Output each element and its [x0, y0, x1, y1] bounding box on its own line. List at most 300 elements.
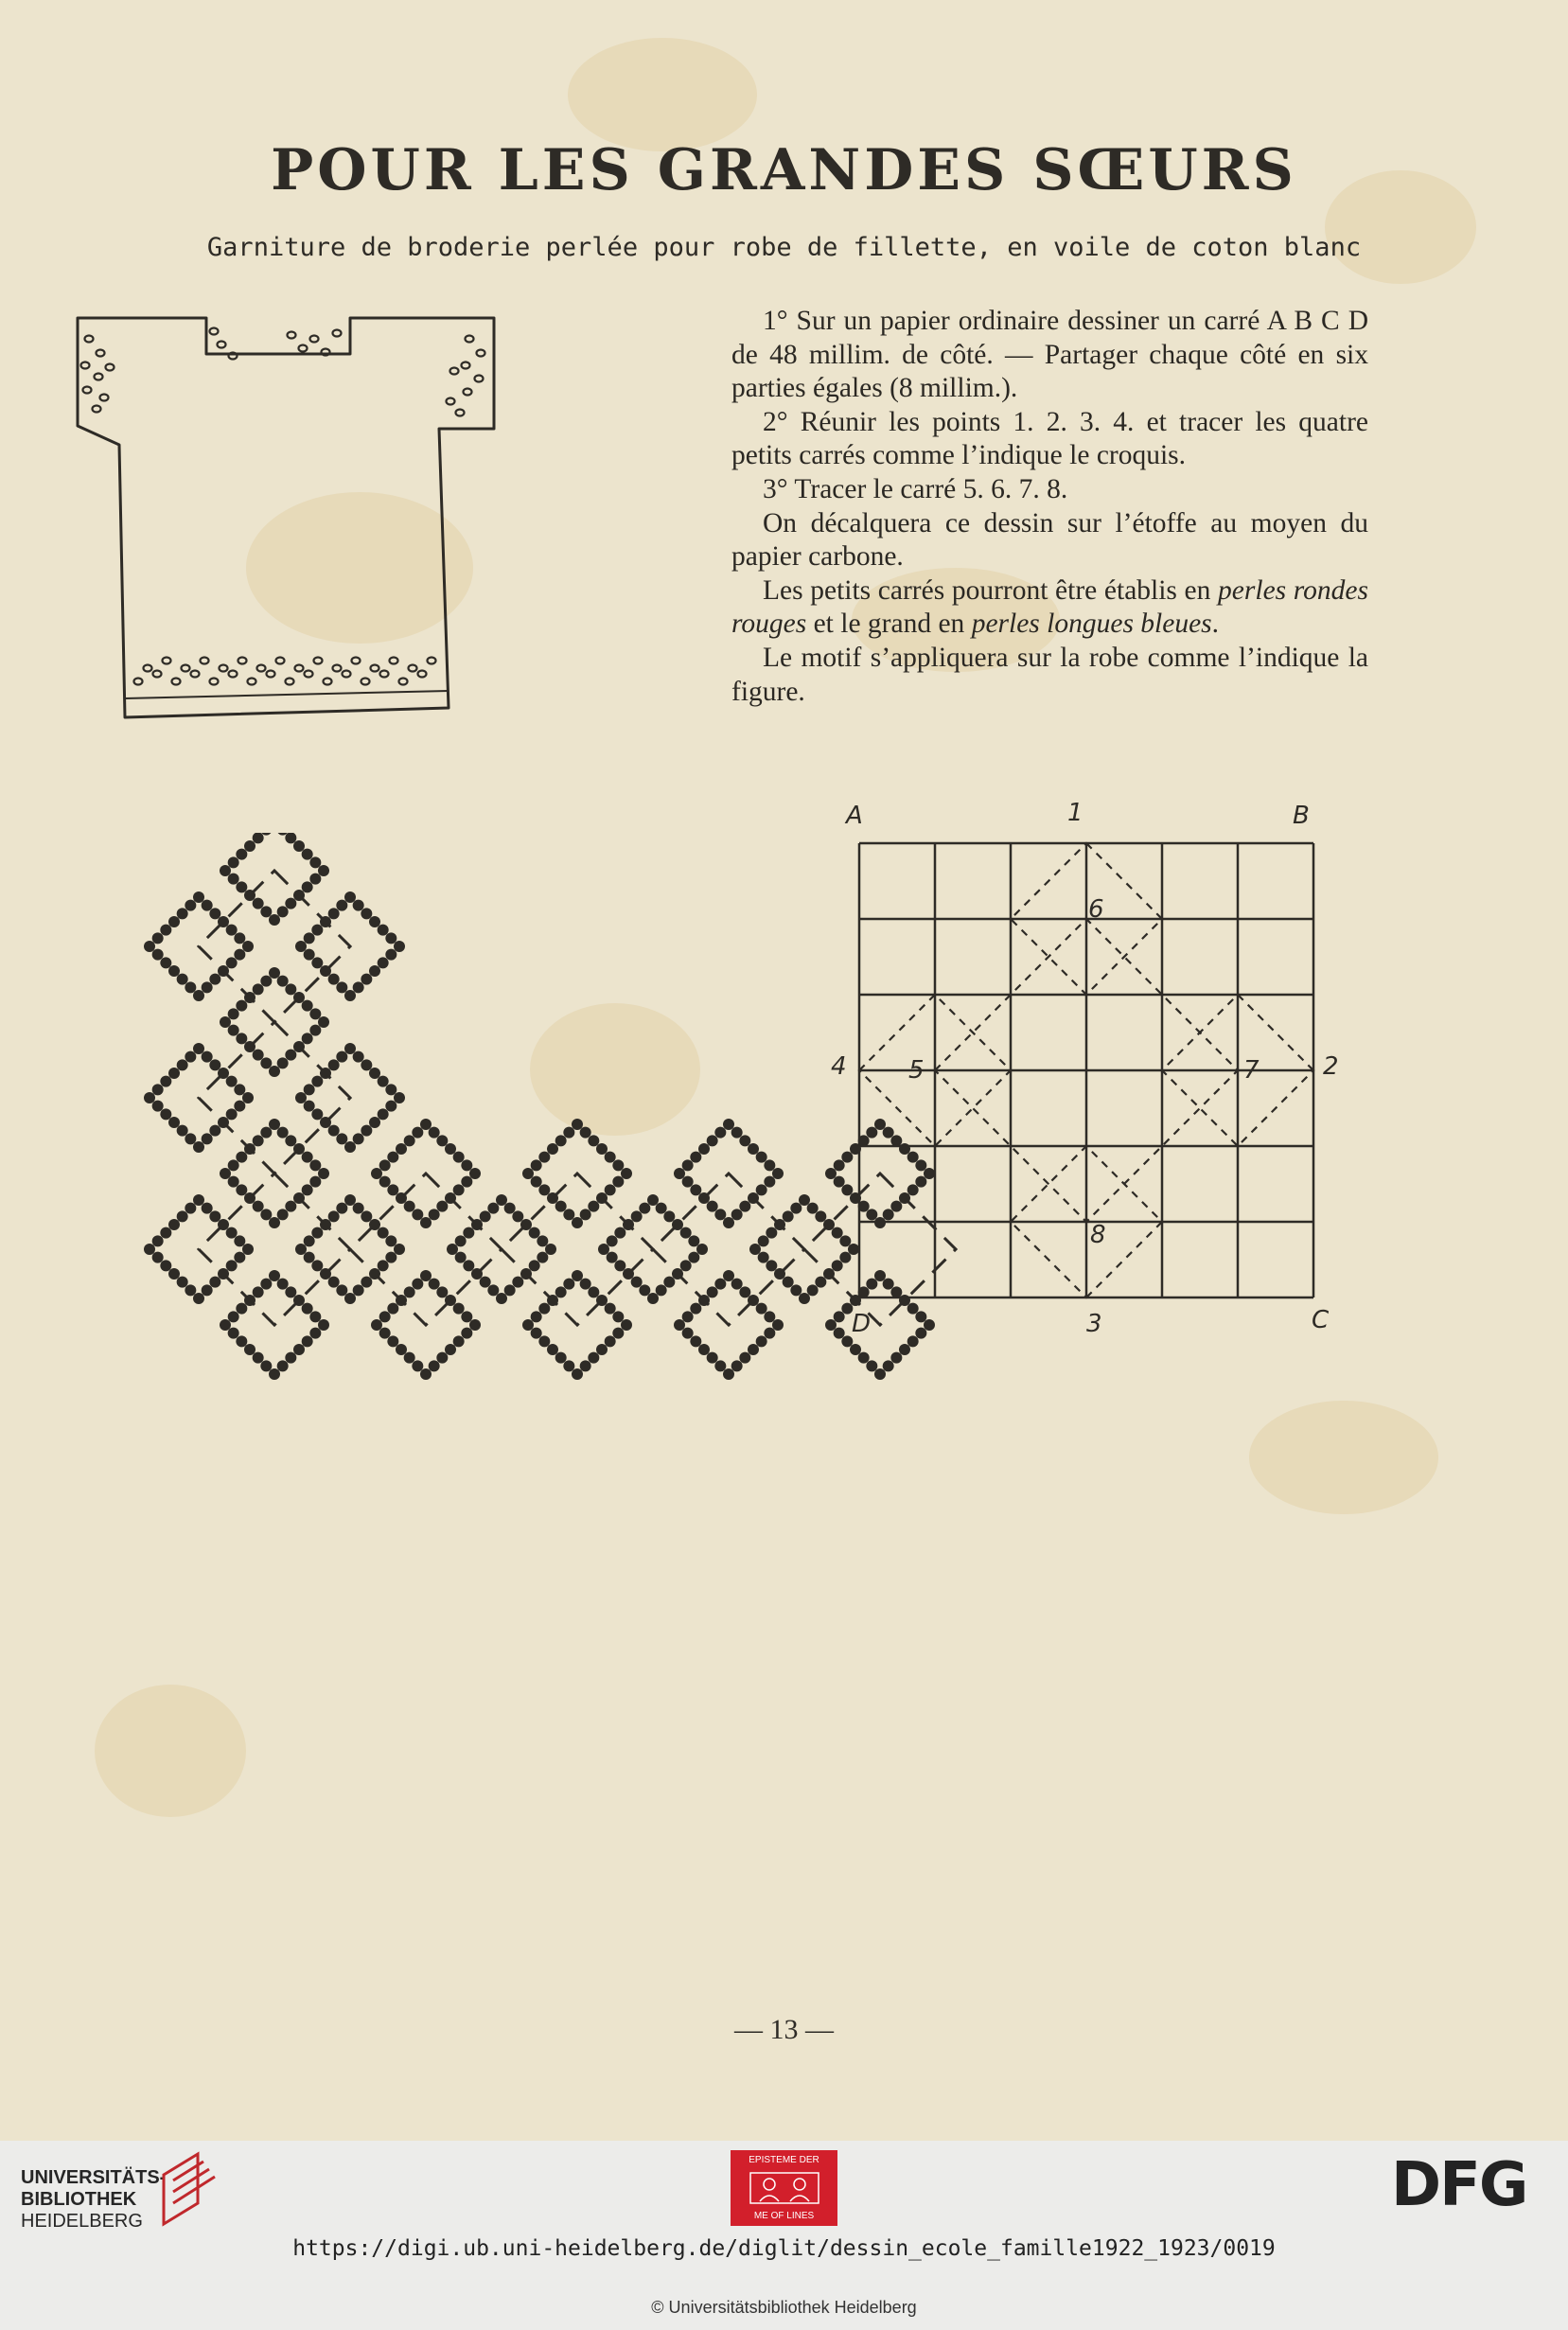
- bead-dot: [480, 1210, 491, 1222]
- bead-dot: [260, 1057, 272, 1068]
- bead-dot: [144, 1092, 155, 1103]
- bead-dot: [696, 1244, 708, 1255]
- bead-dot: [228, 874, 239, 885]
- bead-dot: [690, 1335, 701, 1347]
- bead-dot: [404, 1201, 415, 1212]
- badge-text-bottom: ME OF LINES: [753, 2211, 815, 2221]
- bead-dot: [293, 992, 305, 1003]
- instructions-text: [731, 305, 1368, 709]
- bead-dot: [228, 1328, 239, 1339]
- bead-dot: [563, 1279, 574, 1290]
- bead-dot: [612, 1311, 624, 1322]
- library-logo: [21, 2167, 167, 2233]
- bead-dot: [598, 1244, 609, 1255]
- bead-dot: [234, 1235, 245, 1246]
- bead-dot: [320, 1117, 331, 1128]
- bead-dot: [285, 833, 296, 843]
- bead-dot: [320, 965, 331, 977]
- bead-dot: [309, 1311, 321, 1322]
- bead-ornament: [248, 679, 256, 685]
- bead-ornament: [361, 679, 370, 685]
- bead-ornament: [229, 671, 238, 678]
- bead-dot: [228, 856, 239, 868]
- bead-dot: [404, 1135, 415, 1146]
- bead-dot: [823, 1219, 835, 1230]
- bead-dot: [253, 1352, 264, 1364]
- bead-dot: [663, 1210, 675, 1222]
- bead-dot: [471, 1219, 483, 1230]
- bead-dot: [253, 1201, 264, 1212]
- bead-dot: [453, 1152, 465, 1163]
- bead-dot: [244, 1295, 255, 1306]
- bead-dot: [152, 1084, 164, 1095]
- bead-dot: [522, 1168, 534, 1179]
- bead-dot: [152, 1101, 164, 1112]
- bead-dot: [193, 1043, 204, 1054]
- library-mark-icon: [156, 2146, 222, 2232]
- bead-dot: [311, 1108, 323, 1120]
- bead-dot: [253, 1286, 264, 1297]
- bead-dot: [807, 1203, 819, 1214]
- bead-dot: [555, 1286, 567, 1297]
- bead-dot: [538, 1152, 550, 1163]
- bead-dot: [285, 983, 296, 995]
- permalink-url[interactable]: https://digi.ub.uni-heidelberg.de/diglit/dessin_ecole_famille1922_1923/0019: [292, 2236, 1276, 2261]
- bead-dot: [302, 1335, 313, 1347]
- bead-dot: [344, 1141, 356, 1153]
- bead-dot: [764, 1176, 775, 1188]
- bead-dot: [672, 1219, 683, 1230]
- point-label-4: 4: [831, 1052, 847, 1081]
- bead-dot: [537, 1252, 548, 1263]
- bead-dot: [555, 1201, 567, 1212]
- bead-dot: [236, 1152, 247, 1163]
- bead-ornament: [371, 665, 379, 672]
- bead-dot: [328, 908, 340, 919]
- copyright-notice: © Universitätsbibliothek Heidelberg: [651, 2298, 917, 2317]
- bead-dot: [890, 1135, 902, 1146]
- bead-ornament: [418, 671, 427, 678]
- bead-dot: [436, 1201, 448, 1212]
- bead-dot: [160, 1227, 171, 1239]
- bead-dot: [850, 1295, 861, 1306]
- bead-dot: [218, 1117, 229, 1128]
- bead-dot: [309, 874, 321, 885]
- bead-dot: [285, 1201, 296, 1212]
- bead-dot: [244, 1344, 255, 1355]
- bead-dot: [596, 1295, 608, 1306]
- bead-dot: [379, 1176, 391, 1188]
- page-title: POUR LES GRANDES SŒURS: [271, 137, 1297, 203]
- bead-dot: [596, 1143, 608, 1155]
- bead-dot: [152, 1235, 164, 1246]
- bead-dot: [850, 1143, 861, 1155]
- bead-dot: [369, 1268, 380, 1280]
- bead-dot: [318, 1319, 329, 1331]
- bead-dot: [596, 1192, 608, 1204]
- bead-dot: [320, 1268, 331, 1280]
- bead-dot: [463, 1227, 474, 1239]
- bead-dot: [302, 1000, 313, 1012]
- instruction-step-3: 3° Tracer le carré 5. 6. 7. 8.: [763, 473, 1068, 504]
- bead-dot: [369, 965, 380, 977]
- bead-dot: [202, 1203, 213, 1214]
- bead-dot: [834, 1311, 845, 1322]
- bead-dot: [209, 1059, 220, 1070]
- bead-dot: [379, 1311, 391, 1322]
- bead-dot: [160, 1076, 171, 1087]
- bead-dot: [739, 1286, 750, 1297]
- bead-dot: [858, 1286, 870, 1297]
- bead-dot: [220, 1016, 231, 1028]
- beads-red-round: perles rondes rouges: [731, 574, 1368, 640]
- bead-dot: [807, 1284, 819, 1296]
- bead-dot: [311, 1260, 323, 1271]
- bead-dot: [318, 865, 329, 876]
- bead-dot: [572, 1368, 583, 1380]
- bead-dot: [226, 1076, 238, 1087]
- bead-dot: [621, 1168, 632, 1179]
- bead-ornament: [93, 406, 101, 413]
- bead-dot: [764, 1311, 775, 1322]
- bead-dot: [353, 1203, 364, 1214]
- bead-dot: [874, 1270, 886, 1281]
- bead-dot: [682, 1159, 694, 1171]
- bead-dot: [605, 1152, 616, 1163]
- point-label-6: 6: [1088, 895, 1104, 924]
- bead-ornament: [462, 362, 470, 369]
- bead-dot: [177, 1210, 188, 1222]
- bead-dot: [723, 1217, 734, 1228]
- bead-dot: [504, 1203, 516, 1214]
- bead-dot: [672, 1268, 683, 1280]
- bead-dot: [445, 1143, 456, 1155]
- bead-dot: [420, 1217, 432, 1228]
- point-label-7: 7: [1243, 1056, 1260, 1085]
- bead-ornament: [475, 376, 484, 382]
- bead-dot: [531, 1159, 542, 1171]
- bead-dot: [883, 1209, 894, 1220]
- bead-dot: [144, 941, 155, 952]
- bead-dot: [304, 1101, 315, 1112]
- bead-dot: [177, 1125, 188, 1137]
- bead-dot: [455, 1235, 467, 1246]
- bead-ornament: [97, 350, 105, 357]
- bead-dot: [361, 974, 372, 985]
- bead-dot: [311, 1076, 323, 1087]
- bead-dot: [209, 908, 220, 919]
- bead-dot: [915, 1159, 926, 1171]
- bead-dot: [361, 1277, 372, 1288]
- bead-dot: [234, 949, 245, 961]
- bead-dot: [152, 949, 164, 961]
- bead-dot: [605, 1335, 616, 1347]
- bead-dot: [371, 1319, 382, 1331]
- bead-dot: [447, 1244, 458, 1255]
- bead-dot: [253, 1050, 264, 1061]
- bead-dot: [202, 981, 213, 993]
- bead-dot: [832, 1260, 843, 1271]
- bead-dot: [328, 1125, 340, 1137]
- bead-dot: [839, 1252, 851, 1263]
- bead-dot: [168, 1117, 180, 1128]
- bead-ornament: [456, 410, 465, 416]
- bead-dot: [160, 1260, 171, 1271]
- bead-dot: [815, 1210, 826, 1222]
- bead-dot: [378, 1108, 389, 1120]
- bead-dot: [220, 1319, 231, 1331]
- bead-ornament: [380, 671, 389, 678]
- bead-dot: [783, 1210, 794, 1222]
- bead-dot: [596, 1344, 608, 1355]
- bead-line: [653, 1174, 804, 1325]
- beads-blue-long: perles longues bleues: [971, 609, 1212, 640]
- bead-dot: [605, 1303, 616, 1315]
- bead-dot: [336, 1203, 347, 1214]
- bead-dot: [412, 1360, 423, 1371]
- bead-dot: [899, 1192, 910, 1204]
- bead-dot: [588, 1135, 599, 1146]
- bead-dot: [563, 1127, 574, 1139]
- bead-dot: [866, 1127, 877, 1139]
- bead-dot: [531, 1328, 542, 1339]
- bead-dot: [531, 1176, 542, 1188]
- bead-dot: [612, 1176, 624, 1188]
- bead-dot: [185, 1051, 196, 1063]
- bead-dot: [714, 1127, 726, 1139]
- bead-dot: [825, 1168, 837, 1179]
- bead-dot: [412, 1209, 423, 1220]
- bead-dot: [244, 992, 255, 1003]
- bead-dot: [841, 1152, 853, 1163]
- bead-dot: [385, 1084, 396, 1095]
- bead-dot: [756, 1303, 767, 1315]
- bead-dot: [396, 1295, 407, 1306]
- bead-dot: [285, 1352, 296, 1364]
- bead-dot: [883, 1360, 894, 1371]
- bead-dot: [244, 1192, 255, 1204]
- bead-dot: [841, 1184, 853, 1195]
- bead-dot: [412, 1127, 423, 1139]
- page-number: — 13 —: [734, 2014, 834, 2045]
- bead-dot: [353, 900, 364, 911]
- bead-dot: [866, 1279, 877, 1290]
- bead-ornament: [201, 658, 209, 664]
- bead-ornament: [322, 349, 330, 356]
- bead-ornament: [333, 330, 342, 337]
- bead-dot: [209, 1210, 220, 1222]
- bead-dot: [168, 1068, 180, 1079]
- bead-dot: [193, 891, 204, 903]
- dress-sketch: [72, 310, 507, 733]
- bead-dot: [353, 981, 364, 993]
- bead-dot: [285, 898, 296, 909]
- bead-dot: [344, 1043, 356, 1054]
- bead-dot: [218, 916, 229, 927]
- bead-ornament: [191, 671, 200, 678]
- bead-dot: [621, 1319, 632, 1331]
- bead-dot: [420, 1368, 432, 1380]
- bead-dot: [242, 1092, 254, 1103]
- bead-dot: [344, 891, 356, 903]
- bead-dot: [253, 833, 264, 843]
- bead-dot: [463, 1260, 474, 1271]
- bead-dot: [756, 1184, 767, 1195]
- bead-dot: [907, 1184, 919, 1195]
- bead-dot: [168, 916, 180, 927]
- point-label-2: 2: [1323, 1052, 1339, 1081]
- bead-ornament: [333, 665, 342, 672]
- bead-dot: [236, 1000, 247, 1012]
- bead-dot: [177, 908, 188, 919]
- bead-dot: [396, 1192, 407, 1204]
- corner-label-c: C: [1312, 1306, 1330, 1334]
- bead-dot: [404, 1286, 415, 1297]
- bead-dot: [545, 1244, 556, 1255]
- bead-dot: [277, 1127, 289, 1139]
- corner-label-a: A: [846, 802, 863, 830]
- bead-dot: [538, 1335, 550, 1347]
- bead-line: [502, 1174, 653, 1325]
- bead-dot: [253, 1135, 264, 1146]
- bead-dot: [277, 906, 289, 917]
- bead-dot: [772, 1168, 784, 1179]
- bead-dot: [848, 1244, 859, 1255]
- bead-ornament: [218, 342, 226, 348]
- bead-ornament: [100, 395, 109, 401]
- bead-dot: [783, 1277, 794, 1288]
- bead-dot: [277, 1279, 289, 1290]
- corner-label-d: D: [852, 1310, 872, 1338]
- bead-dot: [688, 1235, 699, 1246]
- bead-dot: [394, 1092, 405, 1103]
- bead-dot: [858, 1135, 870, 1146]
- bead-dot: [218, 1219, 229, 1230]
- bead-dot: [512, 1277, 523, 1288]
- bead-dot: [293, 1344, 305, 1355]
- bead-dot: [563, 1360, 574, 1371]
- bead-dot: [799, 1293, 810, 1304]
- bead-dot: [177, 974, 188, 985]
- bead-dot: [302, 881, 313, 892]
- bead-dot: [420, 1119, 432, 1130]
- bead-dot: [487, 1203, 499, 1214]
- bead-dot: [369, 1117, 380, 1128]
- bead-dot: [647, 1194, 659, 1206]
- bead-dot: [185, 900, 196, 911]
- bead-dot: [244, 1143, 255, 1155]
- bead-ornament: [286, 679, 294, 685]
- bead-dot: [522, 1319, 534, 1331]
- bead-ornament: [95, 374, 103, 380]
- bead-dot: [841, 1335, 853, 1347]
- bead-dot: [371, 1168, 382, 1179]
- bead-dot: [682, 1311, 694, 1322]
- bead-ornament: [399, 679, 408, 685]
- bead-dot: [850, 1192, 861, 1204]
- bead-dot: [841, 1303, 853, 1315]
- bead-ornament: [288, 332, 296, 339]
- bead-dot: [647, 1293, 659, 1304]
- bead-dot: [236, 1303, 247, 1315]
- bead-dot: [320, 1219, 331, 1230]
- bead-dot: [152, 932, 164, 944]
- bead-dot: [907, 1152, 919, 1163]
- bead-dot: [234, 932, 245, 944]
- bead-dot: [226, 1260, 238, 1271]
- bead-dot: [387, 1335, 398, 1347]
- bead-dot: [193, 1141, 204, 1153]
- episteme-badge[interactable]: [731, 2150, 837, 2226]
- bead-dot: [396, 1344, 407, 1355]
- bead-dot: [436, 1135, 448, 1146]
- bead-dot: [309, 1176, 321, 1188]
- bead-dot: [520, 1268, 532, 1280]
- bead-dot: [369, 916, 380, 927]
- bead-dot: [731, 1209, 743, 1220]
- bead-dot: [461, 1311, 472, 1322]
- bead-dot: [168, 1268, 180, 1280]
- bead-dot: [277, 1209, 289, 1220]
- bead-dot: [707, 1201, 718, 1212]
- bead-ornament: [210, 679, 219, 685]
- bead-dot: [244, 890, 255, 901]
- point-label-8: 8: [1090, 1221, 1106, 1249]
- bead-ornament: [85, 336, 94, 343]
- bead-dot: [890, 1286, 902, 1297]
- bead-dot: [185, 1203, 196, 1214]
- bead-dot: [236, 1335, 247, 1347]
- bead-dot: [834, 1176, 845, 1188]
- bead-dot: [429, 1360, 440, 1371]
- bead-dot: [311, 957, 323, 968]
- bead-dot: [674, 1168, 685, 1179]
- bead-dot: [228, 1008, 239, 1019]
- bead-line: [199, 871, 350, 1022]
- bead-dot: [160, 925, 171, 936]
- bead-dot: [758, 1235, 769, 1246]
- bead-dot: [236, 881, 247, 892]
- bead-dot: [858, 1201, 870, 1212]
- bead-dot: [361, 1059, 372, 1070]
- bead-dot: [874, 1217, 886, 1228]
- bead-dot: [253, 898, 264, 909]
- bead-dot: [663, 1277, 675, 1288]
- bead-dot: [607, 1252, 618, 1263]
- bead-dot: [504, 1284, 516, 1296]
- bead-dot: [285, 1050, 296, 1061]
- bead-dot: [690, 1152, 701, 1163]
- bead-dot: [614, 1260, 625, 1271]
- bead-dot: [185, 1133, 196, 1144]
- bead-dot: [378, 925, 389, 936]
- bead-dot: [866, 1360, 877, 1371]
- bead-dot: [295, 1092, 307, 1103]
- bead-dot: [612, 1159, 624, 1171]
- bead-dot: [890, 1201, 902, 1212]
- bead-dot: [461, 1159, 472, 1171]
- bead-dot: [915, 1311, 926, 1322]
- bead-dot: [749, 1244, 761, 1255]
- bead-dot: [588, 1201, 599, 1212]
- bead-dot: [924, 1168, 935, 1179]
- bead-dot: [226, 957, 238, 968]
- bead-dot: [445, 1192, 456, 1204]
- bead-dot: [680, 1227, 692, 1239]
- bead-dot: [739, 1352, 750, 1364]
- bead-ornament: [134, 679, 143, 685]
- bead-ornament: [352, 658, 361, 664]
